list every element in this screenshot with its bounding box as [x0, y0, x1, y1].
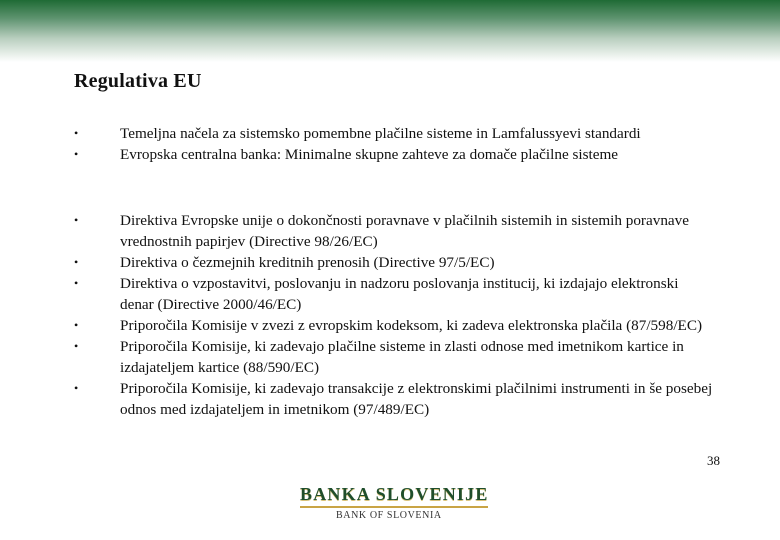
list-item	[74, 144, 714, 165]
list-item-text: Priporočila Komisije, ki zadevajo transakcije z elektronskimi plačilnimi instrumenti in še posebej odnos med izdajateljem in imetnikom (97/489/EC)	[120, 380, 713, 418]
page-number: 38	[707, 453, 720, 468]
list-item-text: Priporočila Komisije, ki zadevajo plačilne sisteme in zlasti odnose med imetnikom kartice in izdajateljem kartice (88/590/EC)	[120, 338, 684, 376]
logo-subtitle: BANK OF SLOVENIA	[336, 510, 442, 521]
list-item	[74, 273, 714, 315]
bullet-list-standards	[74, 123, 714, 165]
bullet-list-directives	[74, 210, 714, 420]
bullet-icon: •	[74, 147, 79, 161]
list-item	[74, 315, 714, 336]
list-item-text: Direktiva Evropske unije o dokončnosti poravnave v plačilnih sistemih in sistemih poravnave vrednostnih papirjev (Directive 98/26/EC)	[120, 212, 689, 250]
logo-divider	[300, 506, 488, 508]
list-item	[74, 123, 714, 144]
logo-wordmark: BANKA SLOVENIJE	[300, 484, 489, 504]
list-item-text: Evropska centralna banka: Minimalne skupne zahteve za domače plačilne sisteme	[120, 146, 619, 163]
bullet-icon: •	[74, 318, 79, 332]
slide-title: Regulativa EU	[74, 70, 202, 92]
list-item	[74, 378, 714, 420]
list-item-text: Priporočila Komisije v zvezi z evropskim kodeksom, ki zadeva elektronska plačila (87/598/EC)	[120, 317, 703, 334]
bullet-icon: •	[74, 255, 79, 269]
list-item	[74, 336, 714, 378]
list-item	[74, 210, 714, 252]
bullet-icon: •	[74, 276, 79, 290]
list-item-text: Temeljna načela za sistemsko pomembne plačilne sisteme in Lamfalussyevi standardi	[120, 125, 641, 142]
header-band	[0, 0, 780, 62]
bank-logo	[300, 484, 490, 521]
bullet-icon: •	[74, 213, 79, 227]
bullet-icon: •	[74, 126, 79, 140]
bullet-icon: •	[74, 339, 79, 353]
list-item	[74, 252, 714, 273]
list-item-text: Direktiva o čezmejnih kreditnih prenosih (Directive 97/5/EC)	[120, 254, 495, 271]
bullet-icon: •	[74, 381, 79, 395]
list-item-text: Direktiva o vzpostavitvi, poslovanju in nadzoru poslovanja institucij, ki izdajajo elektronski denar (Directive 2000/46/EC)	[120, 275, 679, 313]
